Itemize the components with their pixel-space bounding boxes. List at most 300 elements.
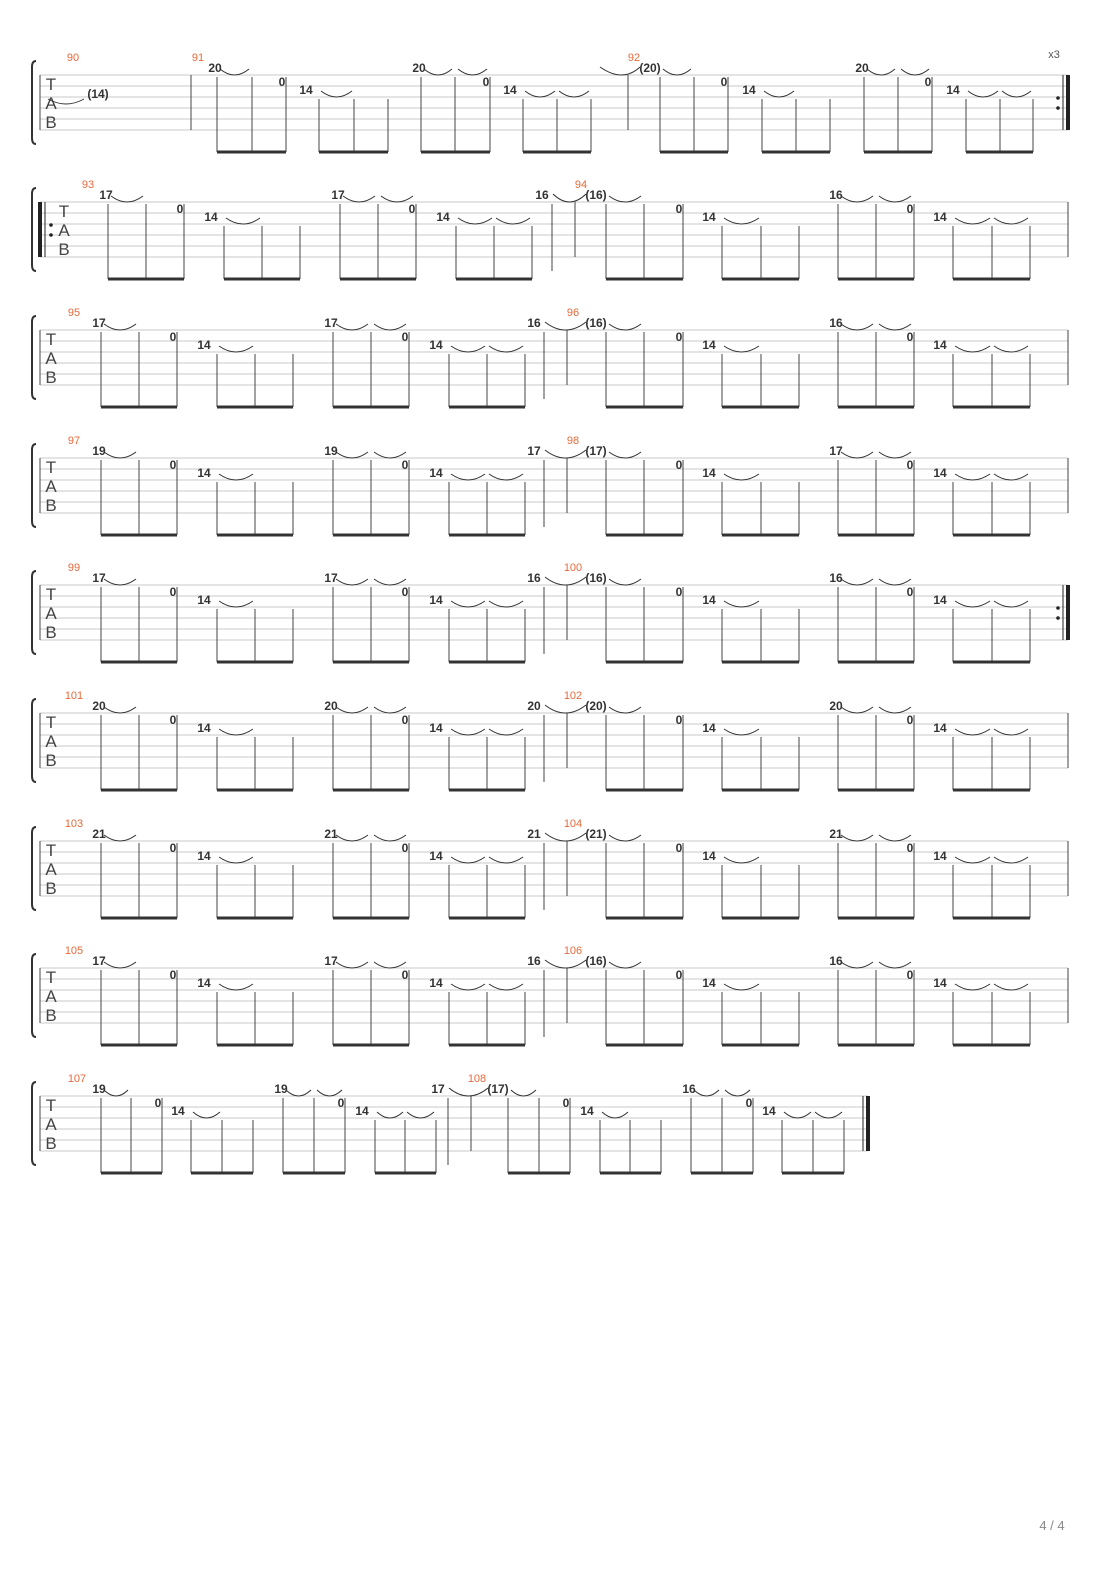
fret-number: 0 (401, 968, 409, 982)
tab-clef-b: B (45, 751, 57, 770)
beam-group (197, 849, 293, 918)
tie-arc (219, 601, 253, 607)
fret-number: 17 (331, 188, 345, 202)
beam-group (429, 466, 525, 535)
fret-number: 0 (278, 75, 286, 89)
staff-bracket (32, 1082, 36, 1165)
fret-number: 16 (829, 188, 843, 202)
tab-clef-t: T (45, 75, 57, 94)
fret-number: 19 (274, 1082, 288, 1096)
fret-number: (16) (585, 316, 607, 330)
staff-bracket (32, 699, 36, 782)
staff-system-6 (32, 690, 1068, 790)
fret-number: 14 (702, 466, 716, 480)
beam-group (580, 1104, 661, 1173)
tie-arc (955, 346, 990, 352)
beam-group (702, 849, 799, 918)
staff-bracket (32, 61, 36, 144)
tie-arc (609, 324, 641, 330)
beam-group (946, 83, 1033, 152)
tie-arc (724, 857, 759, 863)
beam-group (171, 1104, 253, 1173)
measure-number: 108 (467, 1073, 487, 1085)
tie-arc (219, 857, 253, 863)
tie-arc (545, 833, 586, 841)
tab-clef-b: B (45, 496, 57, 515)
tie-arc (104, 324, 136, 330)
beam-group (702, 976, 799, 1045)
measure-number: 100 (563, 562, 583, 574)
tie-arc (407, 1112, 434, 1118)
tie-arc (609, 707, 641, 713)
fret-number: 14 (933, 210, 947, 224)
staff-system-9 (32, 1073, 870, 1173)
repeat-dot (49, 223, 53, 227)
tie-arc (489, 601, 523, 607)
tie-arc (489, 346, 523, 352)
tab-clef-b: B (45, 113, 57, 132)
tie-arc (451, 729, 485, 735)
tie-arc (545, 577, 586, 585)
tie-arc (609, 196, 641, 202)
fret-number: 14 (197, 466, 211, 480)
fret-number: 0 (408, 202, 416, 216)
tie-arc (336, 324, 368, 330)
measure-number: 107 (67, 1073, 87, 1085)
tie-arc (219, 346, 253, 352)
beam-group (197, 466, 293, 535)
staff-system-4 (32, 435, 1068, 535)
fret-number: 14 (197, 721, 211, 735)
tab-clef-a: A (45, 732, 57, 751)
repeat-count: x3 (1048, 49, 1060, 61)
fret-number: 14 (933, 976, 947, 990)
tie-arc (104, 707, 136, 713)
fret-number: 0 (675, 968, 683, 982)
tie-arc (449, 1088, 488, 1096)
tab-clef-t: T (45, 968, 57, 987)
measure-number: 90 (66, 52, 80, 64)
tie-arc (841, 452, 873, 458)
tab-clef-a: A (45, 860, 57, 879)
beam-group (933, 721, 1030, 790)
fret-number: 14 (429, 721, 443, 735)
fret-number: 14 (933, 593, 947, 607)
tab-clef-b: B (45, 623, 57, 642)
fret-number: 14 (503, 83, 517, 97)
beam-group (197, 338, 293, 407)
fret-number: 14 (299, 83, 313, 97)
fret-number: (17) (585, 444, 607, 458)
measure-number: 91 (191, 52, 205, 64)
tie-arc (841, 196, 873, 202)
tie-arc (841, 579, 873, 585)
tie-arc (609, 579, 641, 585)
tie-arc (841, 962, 873, 968)
tab-clef-b: B (45, 879, 57, 898)
tie-arc (193, 1112, 220, 1118)
fret-number: 0 (675, 585, 683, 599)
repeat-dot (1056, 616, 1060, 620)
tie-arc (458, 218, 492, 224)
tie-arc (994, 729, 1028, 735)
fret-number: 14 (204, 210, 218, 224)
fret-number: 14 (429, 849, 443, 863)
repeat-start-thick-bar (38, 202, 42, 257)
fret-number: 0 (169, 330, 177, 344)
tie-arc (336, 579, 368, 585)
fret-number: 0 (675, 841, 683, 855)
fret-number: 0 (401, 841, 409, 855)
measure-number: 99 (67, 562, 81, 574)
tie-arc (104, 962, 136, 968)
beam-group (204, 210, 300, 279)
fret-number: 21 (92, 827, 106, 841)
tab-clef-b: B (45, 368, 57, 387)
tie-arc (955, 601, 990, 607)
beam-group (933, 593, 1030, 662)
tie-arc (609, 452, 641, 458)
fret-number: 17 (92, 954, 106, 968)
fret-number: 16 (527, 571, 541, 585)
tie-arc (955, 984, 990, 990)
fret-number: 14 (436, 210, 450, 224)
fret-number: 16 (829, 954, 843, 968)
fret-number: 14 (429, 466, 443, 480)
fret-number: 0 (401, 458, 409, 472)
fret-number: 14 (197, 849, 211, 863)
tie-arc (968, 91, 998, 97)
fret-number: 20 (829, 699, 843, 713)
measure-number: 102 (563, 690, 583, 702)
beam-group (197, 593, 293, 662)
fret-number: 14 (197, 976, 211, 990)
tie-arc (545, 960, 586, 968)
fret-number: 17 (527, 444, 541, 458)
fret-number: 19 (324, 444, 338, 458)
fret-number: 14 (429, 338, 443, 352)
beam-group (429, 976, 525, 1045)
tab-clef-t: T (58, 202, 70, 221)
fret-number: 14 (702, 338, 716, 352)
fret-number: 14 (933, 338, 947, 352)
measure-number: 106 (563, 945, 583, 957)
staff-bracket (32, 954, 36, 1037)
beam-group (742, 83, 830, 152)
beam-group (197, 721, 293, 790)
fret-number: 0 (169, 458, 177, 472)
tie-arc (343, 196, 375, 202)
measure-number: 103 (64, 818, 84, 830)
measure-number: 97 (67, 435, 81, 447)
fret-number: 14 (197, 593, 211, 607)
fret-number: (16) (585, 954, 607, 968)
beam-group (702, 466, 799, 535)
measure-number: 93 (81, 179, 95, 191)
fret-number: 17 (324, 954, 338, 968)
staff-bracket (32, 188, 36, 271)
tie-arc (489, 984, 523, 990)
fret-number: 0 (169, 968, 177, 982)
fret-number: 20 (855, 61, 869, 75)
tab-clef-t: T (45, 841, 57, 860)
fret-number: 0 (562, 1096, 570, 1110)
tie-arc (377, 1112, 403, 1118)
fret-number: 21 (324, 827, 338, 841)
beam-group (933, 849, 1030, 918)
tie-arc (104, 835, 136, 841)
fret-number: 0 (337, 1096, 345, 1110)
tab-clef-a: A (58, 221, 70, 240)
tab-clef-a: A (45, 349, 57, 368)
measure-number: 98 (566, 435, 580, 447)
tab-clef-b: B (58, 240, 70, 259)
fret-number: 0 (169, 713, 177, 727)
tie-arc (724, 346, 759, 352)
fret-number: 21 (829, 827, 843, 841)
fret-number: 0 (745, 1096, 753, 1110)
tie-arc (220, 69, 249, 75)
tab-clef-b: B (45, 1134, 57, 1153)
fret-number: (20) (639, 61, 661, 75)
tab-clef-t: T (45, 1096, 57, 1115)
fret-number: 14 (355, 1104, 369, 1118)
fret-number: 16 (527, 316, 541, 330)
beam-group (762, 1104, 844, 1173)
fret-number: 16 (829, 571, 843, 585)
fret-number: 14 (702, 721, 716, 735)
tie-arc (545, 450, 586, 458)
staff-system-1 (32, 52, 1070, 152)
repeat-dot (1056, 106, 1060, 110)
tie-arc (724, 601, 759, 607)
fret-number: 14 (580, 1104, 594, 1118)
staff-system-2 (32, 179, 1068, 279)
fret-number: 14 (702, 210, 716, 224)
tie-arc (424, 69, 452, 75)
fret-number: 0 (675, 458, 683, 472)
tab-clef-a: A (45, 1115, 57, 1134)
repeat-dot (1056, 96, 1060, 100)
beam-group (933, 976, 1030, 1045)
tie-arc (451, 984, 485, 990)
fret-number: 14 (762, 1104, 776, 1118)
measure-number: 101 (64, 690, 84, 702)
tie-arc (602, 1112, 628, 1118)
fret-number: 20 (208, 61, 222, 75)
beam-group (197, 976, 293, 1045)
fret-number: 16 (682, 1082, 696, 1096)
tab-clef-a: A (45, 987, 57, 1006)
tie-arc (545, 705, 586, 713)
page-number: 4 / 4 (1039, 1518, 1065, 1533)
measure-number: 94 (574, 179, 588, 191)
tie-arc (955, 729, 990, 735)
fret-number: 0 (401, 585, 409, 599)
fret-number: 16 (829, 316, 843, 330)
fret-number: 0 (675, 713, 683, 727)
fret-number: 17 (99, 188, 113, 202)
tie-arc (226, 218, 260, 224)
tie-arc (489, 474, 523, 480)
tie-arc (841, 835, 873, 841)
tie-arc (489, 729, 523, 735)
tie-arc (321, 91, 352, 97)
fret-number: 0 (169, 585, 177, 599)
tie-arc (451, 474, 485, 480)
tie-arc (219, 474, 253, 480)
fret-number: 0 (906, 458, 914, 472)
tab-clef-t: T (45, 458, 57, 477)
beam-group (355, 1104, 436, 1173)
staff-bracket (32, 827, 36, 910)
fret-number: 14 (429, 976, 443, 990)
repeat-dot (49, 233, 53, 237)
tie-arc (525, 91, 555, 97)
fret-number: (20) (585, 699, 607, 713)
beam-group (702, 338, 799, 407)
staff-bracket (32, 571, 36, 654)
fret-number: 14 (702, 976, 716, 990)
tie-arc (451, 857, 485, 863)
tie-arc (545, 322, 586, 330)
fret-number: 14 (933, 466, 947, 480)
tie-arc (994, 474, 1028, 480)
tie-arc (994, 601, 1028, 607)
fret-number: (21) (585, 827, 607, 841)
fret-number: 17 (92, 316, 106, 330)
fret-number: 0 (906, 841, 914, 855)
tie-arc (104, 452, 136, 458)
fret-number: 0 (906, 968, 914, 982)
tie-arc (724, 729, 759, 735)
fret-number: 21 (527, 827, 541, 841)
tie-arc (219, 729, 253, 735)
tie-arc (1002, 91, 1031, 97)
tie-arc (724, 218, 759, 224)
fret-number: (16) (585, 188, 607, 202)
beam-group (933, 338, 1030, 407)
tab-clef-t: T (45, 585, 57, 604)
beam-group (702, 593, 799, 662)
tie-arc (955, 474, 990, 480)
repeat-end-thick-bar (1066, 585, 1070, 640)
fret-number: 20 (324, 699, 338, 713)
fret-number: 14 (946, 83, 960, 97)
fret-number: 20 (527, 699, 541, 713)
tie-arc (609, 835, 641, 841)
fret-number: 14 (702, 593, 716, 607)
fret-number: (17) (487, 1082, 509, 1096)
tie-arc (815, 1112, 842, 1118)
fret-number: 14 (429, 593, 443, 607)
tab-clef-b: B (45, 1006, 57, 1025)
tie-arc (609, 962, 641, 968)
final-thick-bar (866, 1096, 870, 1151)
tie-arc (994, 218, 1028, 224)
fret-number: 20 (412, 61, 426, 75)
fret-number: 0 (401, 713, 409, 727)
fret-number: 0 (401, 330, 409, 344)
fret-number: 19 (92, 444, 106, 458)
staff-system-7 (32, 818, 1068, 918)
fret-number: 17 (324, 316, 338, 330)
beam-group (429, 849, 525, 918)
tie-arc (784, 1112, 811, 1118)
fret-number: 0 (176, 202, 184, 216)
fret-number: 0 (482, 75, 490, 89)
fret-number: 17 (431, 1082, 445, 1096)
tab-clef-t: T (45, 330, 57, 349)
tie-arc (336, 452, 368, 458)
fret-number: 14 (171, 1104, 185, 1118)
tie-arc (451, 346, 485, 352)
tie-arc (451, 601, 485, 607)
beam-group (299, 83, 388, 152)
lead-in-fret: (14) (87, 87, 109, 101)
beam-group (436, 210, 532, 279)
tie-arc (104, 1090, 128, 1096)
fret-number: 14 (197, 338, 211, 352)
fret-number: 0 (906, 330, 914, 344)
tie-arc (764, 91, 794, 97)
tab-clef-a: A (45, 94, 57, 113)
tie-arc (286, 1090, 311, 1096)
tie-arc (111, 196, 143, 202)
fret-number: 19 (92, 1082, 106, 1096)
tie-arc (496, 218, 530, 224)
tie-arc (994, 857, 1028, 863)
tie-arc (955, 857, 990, 863)
tie-arc (841, 324, 873, 330)
fret-number: 16 (535, 188, 549, 202)
fret-number: 17 (324, 571, 338, 585)
repeat-dot (1056, 606, 1060, 610)
fret-number: 17 (829, 444, 843, 458)
measure-number: 92 (627, 52, 641, 64)
measure-number: 104 (563, 818, 583, 830)
tie-arc (511, 1090, 536, 1096)
tie-arc (559, 91, 589, 97)
tie-arc (336, 835, 368, 841)
staff-system-3 (32, 307, 1068, 407)
fret-number: 0 (906, 585, 914, 599)
tie-arc (489, 857, 523, 863)
tie-arc (994, 346, 1028, 352)
fret-number: 0 (169, 841, 177, 855)
fret-number: 0 (720, 75, 728, 89)
staff-bracket (32, 444, 36, 527)
tie-arc (724, 984, 759, 990)
tie-arc (336, 962, 368, 968)
fret-number: 14 (702, 849, 716, 863)
repeat-end-thick-bar (1066, 75, 1070, 130)
tie-arc (553, 194, 586, 202)
measure-number: 105 (64, 945, 84, 957)
beam-group (702, 721, 799, 790)
fret-number: 17 (92, 571, 106, 585)
tie-arc (955, 218, 990, 224)
tie-arc (219, 984, 253, 990)
fret-number: 20 (92, 699, 106, 713)
fret-number: 14 (742, 83, 756, 97)
beam-group (429, 593, 525, 662)
fret-number: 14 (933, 721, 947, 735)
measure-number: 96 (566, 307, 580, 319)
fret-number: 0 (675, 202, 683, 216)
fret-number: 0 (906, 713, 914, 727)
tie-arc (724, 474, 759, 480)
